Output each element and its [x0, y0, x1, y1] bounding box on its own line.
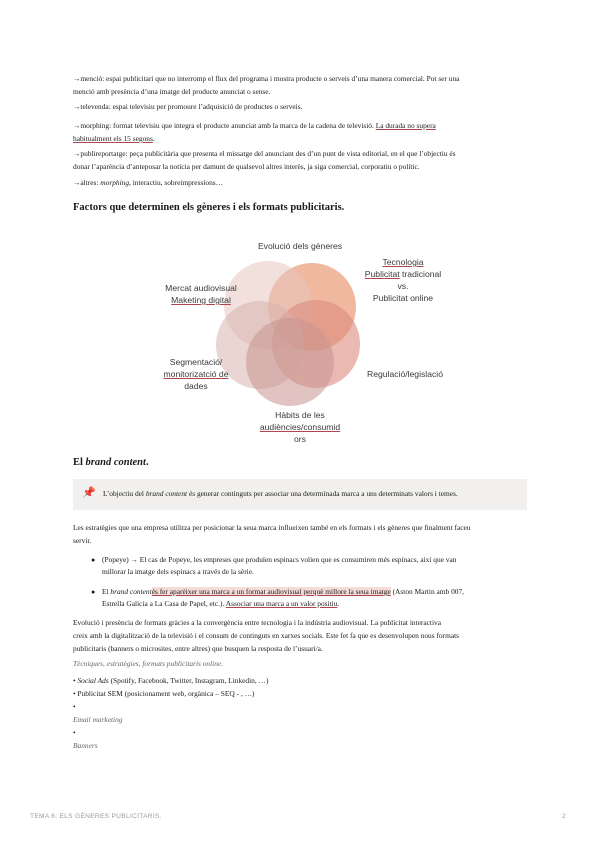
factors-heading: Factors que determinen els gèneres i els formats publicitaris. — [73, 202, 345, 213]
email-marketing: Email marketing — [73, 715, 123, 724]
footer-title: TEMA 6: ELS GÈNERES PUBLICITARIS. — [30, 813, 162, 820]
sem-line: • Publicitat SEM (posicionament web, orgànica – SEQ - , …) — [73, 689, 255, 698]
callout-box — [73, 479, 527, 510]
diagram-label-left — [148, 356, 244, 392]
estrategies-paragraph — [73, 521, 528, 547]
brand-highlight: és fer aparèixer una marca a un format audiovisual perquè millore la seua imatge — [151, 587, 391, 596]
tl-mercat: Mercat audiovisual — [165, 283, 237, 293]
tr-publicitat — [348, 268, 458, 280]
social-ads-term: Social Ads — [77, 676, 109, 685]
bullet-dot: ● — [91, 588, 96, 596]
diagram-label-top-right — [348, 256, 458, 304]
brand-term: brand content — [110, 587, 152, 596]
pushpin-icon: 📌 — [82, 487, 96, 499]
publi-line-2: donar l’aparència d’anteposar la notícia per damunt de qualsevol altres interès, ja siga comercial, corporatiu o polític. — [73, 162, 420, 171]
estrategies-line-2: servir. — [73, 536, 92, 545]
l-segmentacio: Segmentació/ — [169, 357, 223, 367]
social-bullet: • — [73, 676, 78, 685]
tr-vs: vs. — [397, 281, 409, 291]
evolucio-line-1: Evolució i presència de formats gràcies a la convergència entre tecnologia i la indústria audiovisual. La publicitat interactiva — [73, 618, 442, 627]
callout-text-c: és generar continguts per associar una determinada marca a uns determinats valors i temes. — [187, 489, 458, 498]
diagram-label-bottom — [252, 409, 348, 445]
diagram-circle-bottom — [246, 318, 334, 406]
evolucio-line-2: creix amb la digitalització de la televisió i el consum de continguts en xarxes socials. Este fet fa que es desenvolupen nous formats — [73, 631, 460, 640]
tr-tradicional: tradicional — [399, 269, 442, 279]
callout-text — [103, 488, 458, 500]
publi-line-1: →publireportatge: peça publicitària que presenta el missatge del anunciant des d’un punt de vista editorial, en el que l’objectiu és — [73, 149, 456, 158]
altres-label: →altres: — [73, 178, 101, 187]
bullet-dot: ● — [91, 556, 96, 564]
b-audiencies: audiències/consumid — [259, 422, 341, 432]
empty-bullet: • — [73, 728, 76, 737]
evolucio-paragraph — [73, 616, 528, 655]
evolucio-line-3: publicitaris (banners o microsites, entre altres) que busquen la resposta de l’usuari/a. — [73, 644, 323, 653]
morphing-period: . — [152, 134, 155, 143]
brand-period: . — [337, 599, 340, 608]
tecniques-line: Tècniques, estratègies, formats publicitaris online. — [73, 659, 224, 668]
altres-rest: , interactiu, sobreimpressions… — [129, 178, 224, 187]
brand-heading — [73, 457, 149, 468]
bullet-popeye — [102, 554, 542, 578]
tr-publicitat-word: Publicitat — [364, 269, 400, 279]
b-ors: ors — [294, 434, 306, 444]
callout-text-a: L’objectiu del — [103, 489, 146, 498]
brand-line-1 — [102, 586, 542, 598]
brand-associar: Associar una marca a un valor positiu — [225, 599, 338, 608]
mencio-line-1: →menció: espai publicitari que no interromp el flux del programa i mostra producte o serveis d’una manera comercial. Pot ser una — [73, 74, 460, 83]
brand-heading-el: El — [73, 457, 86, 468]
social-ads-list: (Spotify, Facebook, Twitter, Instagram, Linkedin, …) — [108, 676, 269, 685]
altres-morphing: morphing — [100, 178, 130, 187]
brand-examples-2: Estrella Galicia a La Casa de Papel, etc.). — [102, 599, 226, 608]
mencio-line-2: menció amb presència d’una imatge del producte anunciat o sense. — [73, 87, 271, 96]
morphing-text: →morphing: format televisiu que integra el producte anunciat amb la marca de la cadena de televisió. — [73, 121, 376, 130]
brand-el: El — [102, 587, 111, 596]
social-ads-line — [73, 674, 528, 687]
empty-bullet: • — [73, 702, 76, 711]
morphing-duration: habitualment els 15 segons — [73, 134, 153, 143]
brand-line-2 — [102, 598, 542, 610]
tr-online: Publicitat online — [372, 293, 434, 303]
tr-tecnologia: Tecnologia — [382, 257, 424, 267]
l-monitoritzacio: monitorizatció de — [163, 369, 229, 379]
callout-text-term: brand content — [145, 489, 188, 498]
l-dades: dades — [184, 381, 208, 391]
diagram-label-top-left — [146, 282, 256, 306]
popeye-line-2: millorar la imatge dels espinacs a través de la sèrie. — [102, 567, 254, 576]
morphing-underlined: La durada no supera — [375, 121, 436, 130]
page-number: 2 — [562, 813, 566, 820]
brand-heading-term: brand content — [85, 457, 146, 468]
banners: Banners — [73, 741, 98, 750]
brand-examples: (Aston Martin amb 007, — [390, 587, 465, 596]
bullet-brand-content — [102, 586, 542, 610]
diagram-label-right: Regulació/legislació — [367, 369, 443, 379]
popeye-line-1: (Popeye) → El cas de Popeye, les empreses que produïen espinacs volien que es consumiren més espinacs, així que van — [102, 555, 457, 564]
diagram-label-top: Evolució dels gèneres — [257, 241, 343, 251]
brand-heading-period: . — [145, 457, 149, 468]
b-habits: Hàbits de les — [275, 410, 325, 420]
tl-marketing: Maketing digital — [171, 295, 231, 305]
estrategies-line-1: Les estratègies que una empresa utilitza per posicionar la seua marca influeixen també en els formats i els gèneres que finalment faceu — [73, 523, 471, 532]
item-televenda: →televenda: espai televisiu per promoure l’adquisició de productes o serveis. — [73, 102, 303, 111]
